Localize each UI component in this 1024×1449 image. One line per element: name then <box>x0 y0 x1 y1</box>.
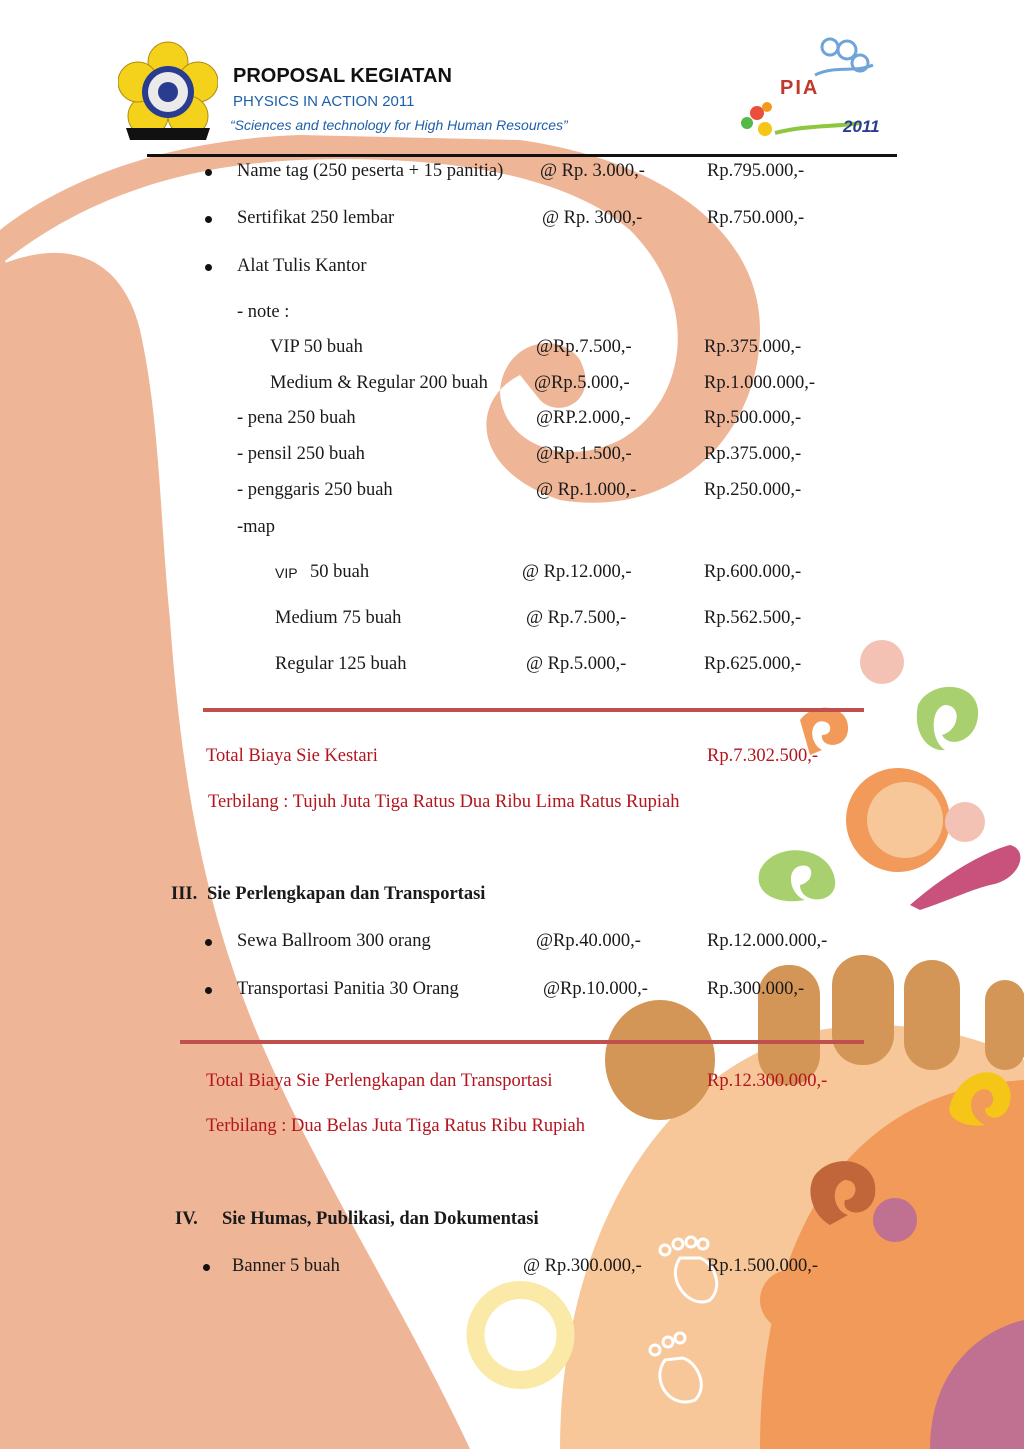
bullet <box>205 216 212 223</box>
atk-row-label: - pensil 250 buah <box>237 444 365 464</box>
item-label: Transportasi Panitia 30 Orang <box>237 979 459 999</box>
atk-row-total: Rp.500.000,- <box>704 408 802 428</box>
note-row-unit: @Rp.5.000,- <box>534 373 630 393</box>
kestari-total-words: Terbilang : Tujuh Juta Tiga Ratus Dua Ribu Lima Ratus Rupiah <box>208 792 680 812</box>
header-tagline: “Sciences and technology for High Human Resources” <box>230 117 568 133</box>
header-subtitle: PHYSICS IN ACTION 2011 <box>233 93 415 110</box>
bullet <box>205 169 212 176</box>
map-row-label: 50 buah <box>310 562 370 582</box>
note-row-total: Rp.1.000.000,- <box>704 373 815 393</box>
map-row-total: Rp.625.000,- <box>704 654 802 674</box>
subtotal-rule <box>203 708 864 712</box>
atk-row-total: Rp.375.000,- <box>704 444 802 464</box>
pia-logo-text: PIA <box>780 77 820 99</box>
header-rule <box>147 154 897 157</box>
atk-row-total: Rp.250.000,- <box>704 480 802 500</box>
note-label: - note : <box>237 302 290 322</box>
bullet <box>203 1264 210 1271</box>
atk-row-unit: @RP.2.000,- <box>536 408 631 428</box>
item-unit-price: @ Rp.300.000,- <box>523 1256 642 1276</box>
bullet <box>205 264 212 271</box>
map-row-unit: @ Rp.7.500,- <box>526 608 627 628</box>
item-label: Alat Tulis Kantor <box>237 256 367 276</box>
map-label: -map <box>237 517 276 537</box>
map-row-label: Regular 125 buah <box>275 654 407 674</box>
item-label: Sewa Ballroom 300 orang <box>237 931 431 951</box>
item-total: Rp.750.000,- <box>707 208 805 228</box>
atk-row-label: - pena 250 buah <box>237 408 356 428</box>
subtotal-rule <box>180 1040 864 1044</box>
section-total-amount: Rp.12.300.000,- <box>707 1071 828 1091</box>
map-row-total: Rp.600.000,- <box>704 562 802 582</box>
item-unit-price: @Rp.10.000,- <box>543 979 648 999</box>
atk-row-unit: @Rp.1.500,- <box>536 444 632 464</box>
item-total: Rp.1.500.000,- <box>707 1256 818 1276</box>
item-unit-price: @ Rp. 3.000,- <box>540 161 645 181</box>
section-number: III. <box>171 884 198 904</box>
map-row-total: Rp.562.500,- <box>704 608 802 628</box>
pia-logo-year: 2011 <box>843 117 880 136</box>
item-total: Rp.300.000,- <box>707 979 805 999</box>
section-total-label: Total Biaya Sie Perlengkapan dan Transportasi <box>206 1071 553 1091</box>
section-title: Sie Perlengkapan dan Transportasi <box>207 884 486 904</box>
section-title: Sie Humas, Publikasi, dan Dokumentasi <box>222 1209 539 1229</box>
map-row-unit: @ Rp.12.000,- <box>522 562 632 582</box>
university-logo <box>118 40 218 148</box>
map-row-prefix: VIP <box>275 565 298 581</box>
item-unit-price: @ Rp. 3000,- <box>542 208 643 228</box>
note-row-unit: @Rp.7.500,- <box>536 337 632 357</box>
item-total: Rp.12.000.000,- <box>707 931 828 951</box>
pia-logo <box>735 35 890 143</box>
section-number: IV. <box>175 1209 198 1229</box>
map-row-label: Medium 75 buah <box>275 608 402 628</box>
note-row-total: Rp.375.000,- <box>704 337 802 357</box>
header-title: PROPOSAL KEGIATAN <box>233 65 452 87</box>
section-total-words: Terbilang : Dua Belas Juta Tiga Ratus Ribu Rupiah <box>206 1116 585 1136</box>
kestari-total-amount: Rp.7.302.500,- <box>707 746 818 766</box>
item-total: Rp.795.000,- <box>707 161 805 181</box>
atk-row-unit: @ Rp.1.000,- <box>536 480 637 500</box>
note-row-label: Medium & Regular 200 buah <box>270 373 488 393</box>
bullet <box>205 987 212 994</box>
bullet <box>205 939 212 946</box>
item-label: Banner 5 buah <box>232 1256 340 1276</box>
atk-row-label: - penggaris 250 buah <box>237 480 393 500</box>
item-unit-price: @Rp.40.000,- <box>536 931 641 951</box>
map-row-unit: @ Rp.5.000,- <box>526 654 627 674</box>
item-label: Sertifikat 250 lembar <box>237 208 395 228</box>
kestari-total-label: Total Biaya Sie Kestari <box>206 746 378 766</box>
item-label: Name tag (250 peserta + 15 panitia) <box>237 161 504 181</box>
note-row-label: VIP 50 buah <box>270 337 363 357</box>
